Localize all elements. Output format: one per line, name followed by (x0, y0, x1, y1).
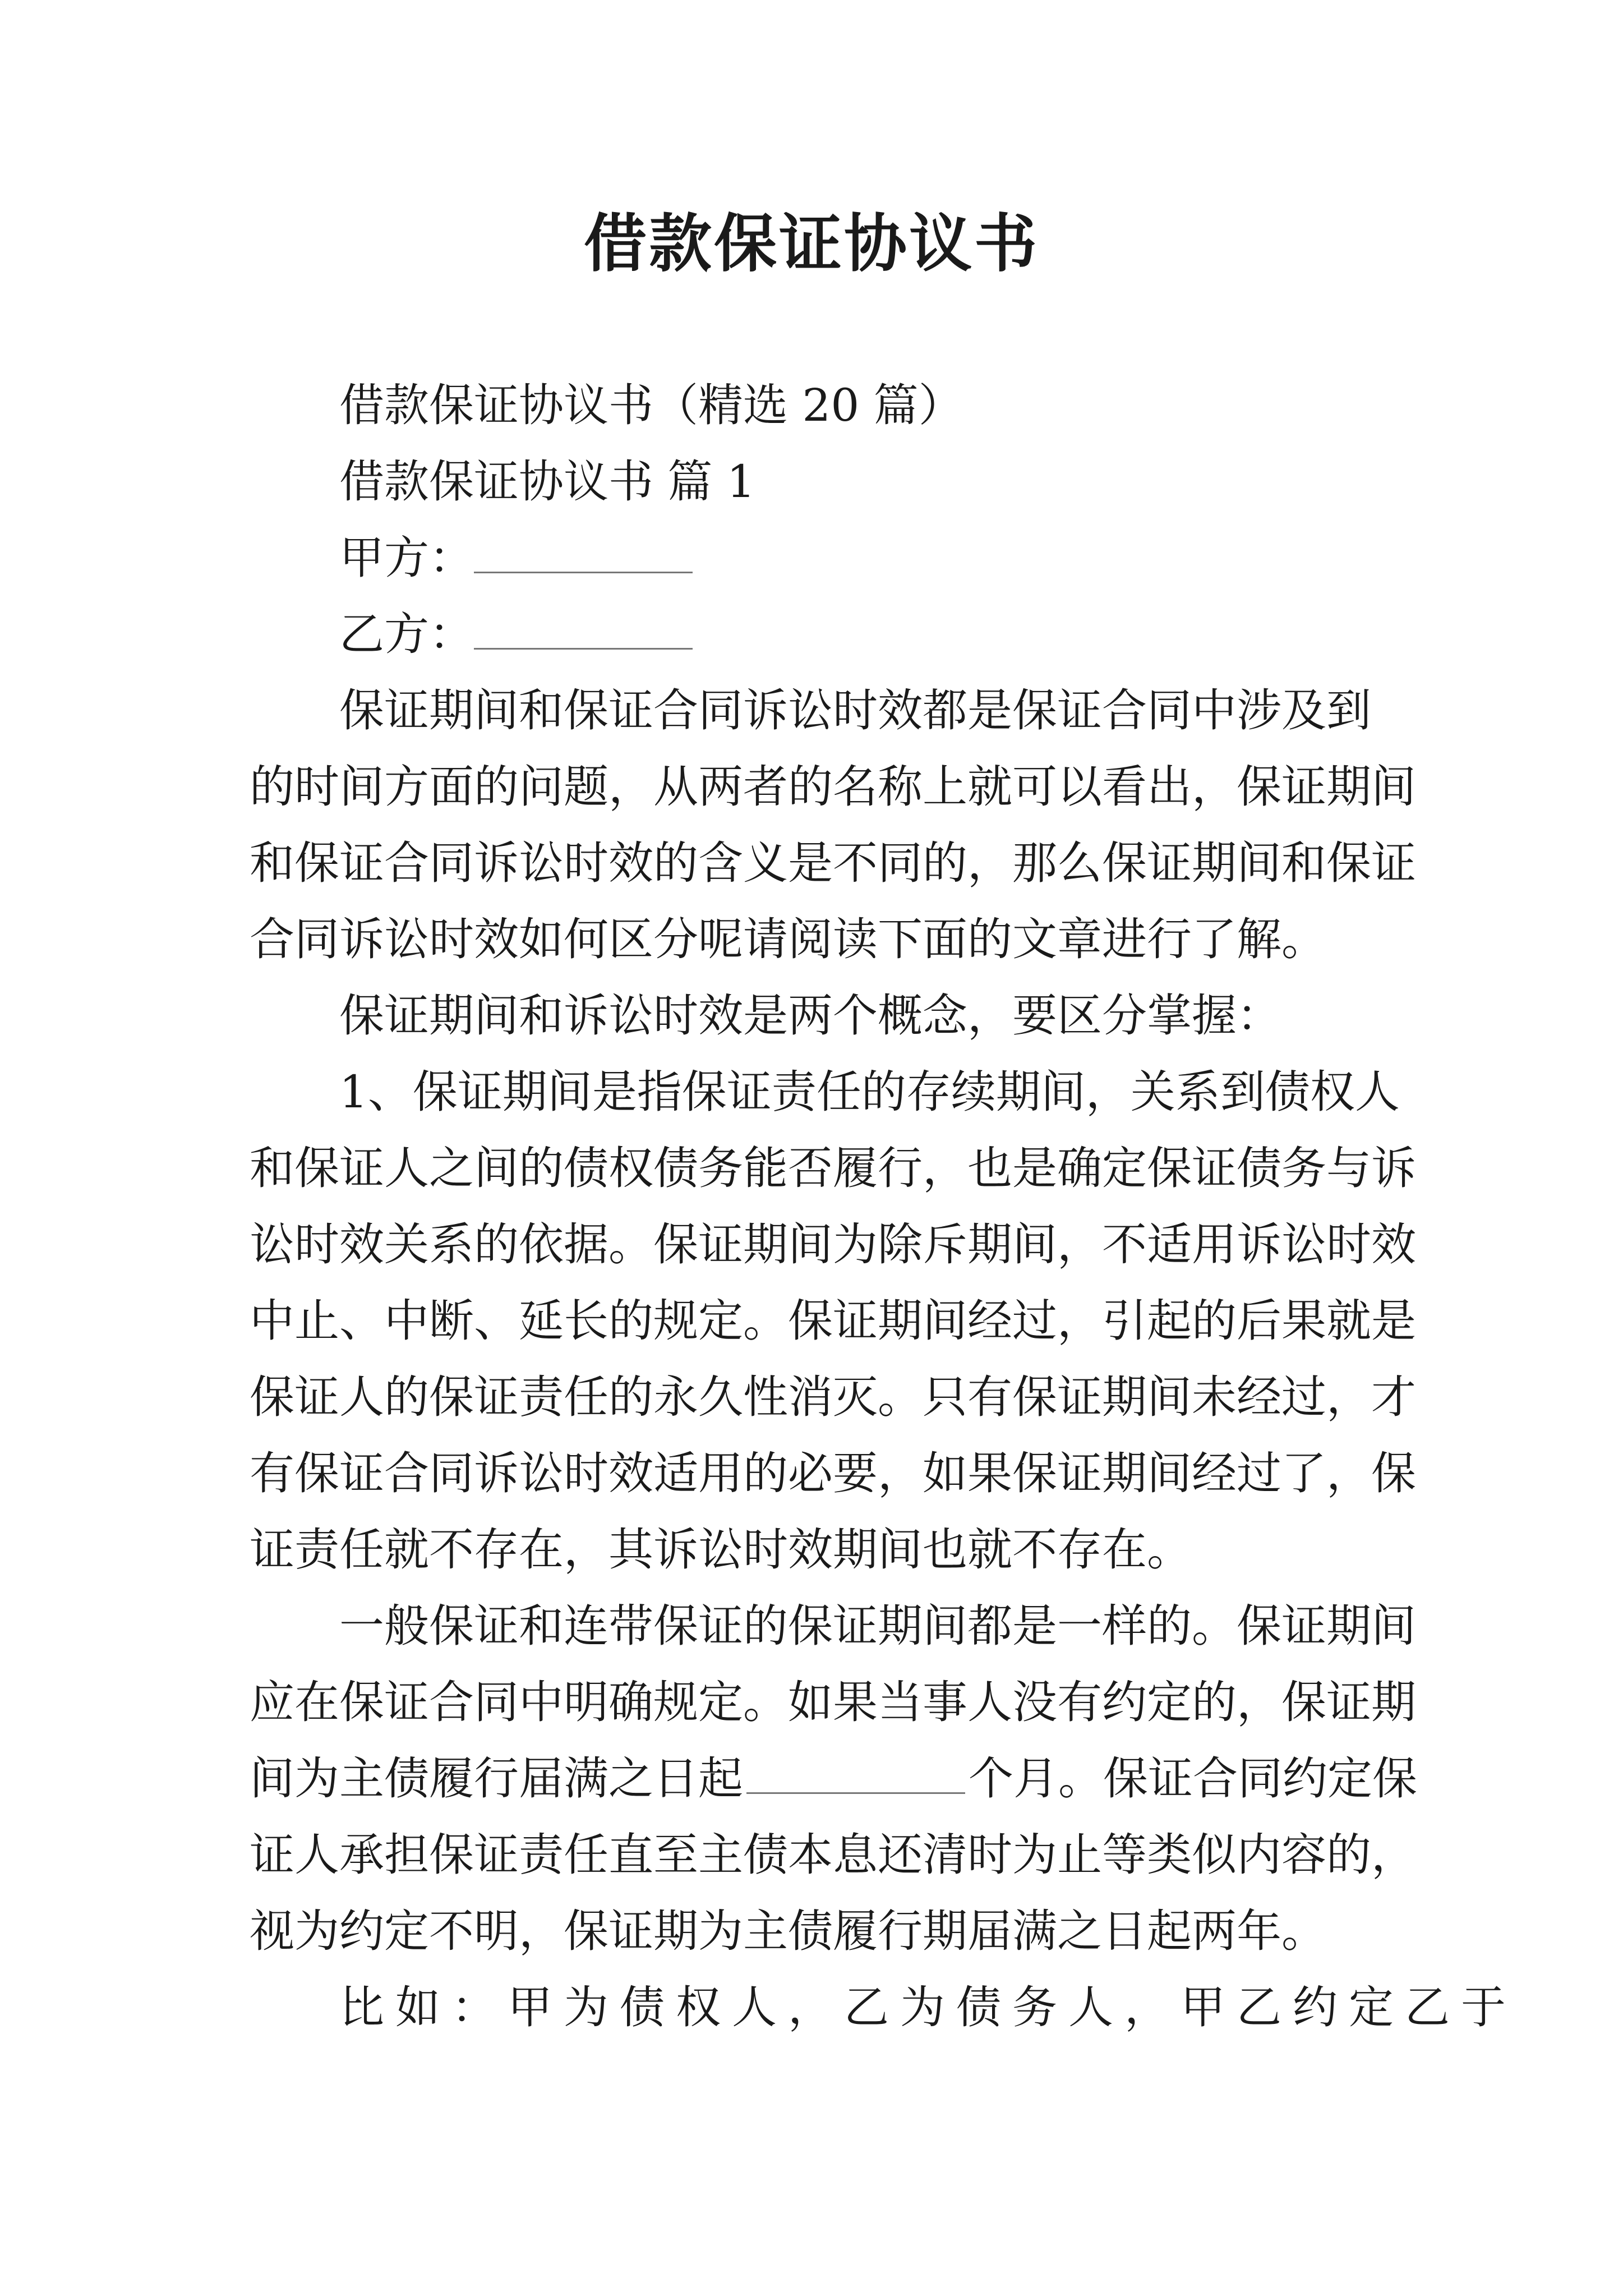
paragraph-line: 1、保证期间是指保证责任的存续期间，关系到债权人 (339, 1066, 1400, 1118)
document-title: 借款保证协议书 (584, 207, 1039, 280)
blank-suffix: 个月。保证合同约定保 (969, 1752, 1417, 1805)
document-subtitle: 借款保证协议书（精选 20 篇） (339, 379, 963, 431)
paragraph-line: 比如：甲为债权人，乙为债务人，甲乙约定乙于 (339, 1981, 1517, 2033)
paragraph-line: 保证期间和保证合同诉讼时效都是保证合同中涉及到 (339, 684, 1371, 737)
party-b-row (339, 596, 1472, 673)
party-b-label: 乙方： (339, 608, 474, 660)
paragraph-line: 的时间方面的问题，从两者的名称上就可以看出，保证期间 (250, 761, 1416, 813)
party-b-blank[interactable] (474, 603, 693, 650)
paragraph-line-with-blank (250, 1741, 1417, 1817)
paragraph-line: 合同诉讼时效如何区分呢请阅读下面的文章进行了解。 (250, 913, 1326, 965)
party-a-blank[interactable] (474, 527, 693, 573)
party-a-row (339, 520, 1472, 596)
paragraph-line: 证人承担保证责任直至主债本息还清时为止等类似内容的， (250, 1829, 1416, 1881)
paragraph-line: 一般保证和连带保证的保证期间都是一样的。保证期间 (339, 1600, 1416, 1652)
blank-prefix: 间为主债履行届满之日起 (250, 1752, 743, 1805)
paragraph-line: 和保证人之间的债权债务能否履行，也是确定保证债务与诉 (250, 1142, 1416, 1194)
paragraph-line: 视为约定不明，保证期为主债履行期届满之日起两年。 (250, 1905, 1326, 1957)
paragraph-line: 保证人的保证责任的永久性消灭。只有保证期间未经过，才 (250, 1371, 1416, 1423)
paragraph-line: 证责任就不存在，其诉讼时效期间也就不存在。 (250, 1524, 1192, 1576)
paragraph-line: 应在保证合同中明确规定。如果当事人没有约定的，保证期 (250, 1676, 1416, 1728)
paragraph-line: 中止、中断、延长的规定。保证期间经过，引起的后果就是 (250, 1295, 1416, 1347)
party-a-label: 甲方： (339, 532, 474, 584)
paragraph-line: 和保证合同诉讼时效的含义是不同的，那么保证期间和保证 (250, 837, 1416, 889)
paragraph-line: 有保证合同诉讼时效适用的必要，如果保证期间经过了，保 (250, 1447, 1416, 1499)
paragraph-line: 保证期间和诉讼时效是两个概念，要区分掌握： (339, 990, 1281, 1042)
months-blank[interactable] (746, 1747, 965, 1794)
paragraph-line: 讼时效关系的依据。保证期间为除斥期间，不适用诉讼时效 (250, 1218, 1416, 1271)
section-heading: 借款保证协议书 篇 1 (339, 455, 755, 508)
